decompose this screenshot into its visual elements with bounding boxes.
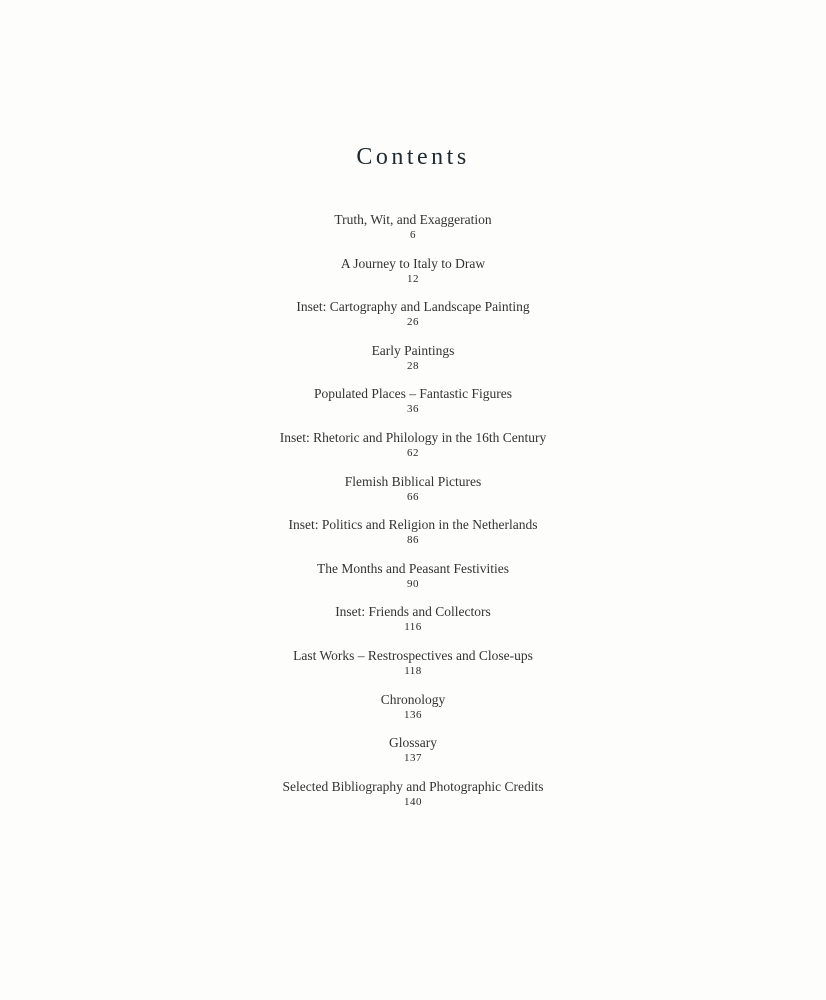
toc-entry-title: The Months and Peasant Festivities [317, 560, 509, 576]
toc-entry-title: Selected Bibliography and Photographic Credits [282, 778, 544, 794]
toc-entry [0, 603, 826, 647]
toc-entry-page-number: 62 [407, 446, 419, 459]
toc-entry-page-number: 118 [404, 664, 422, 677]
toc-entry-title: Truth, Wit, and Exaggeration [334, 212, 492, 227]
page-title: Contents [356, 144, 470, 170]
toc-entry [0, 560, 826, 604]
toc-entry [0, 516, 826, 560]
toc-entry-page-number: 12 [407, 272, 419, 285]
toc-entry [0, 211, 826, 255]
toc-entry-title: Inset: Rhetoric and Philology in the 16th Century [279, 429, 547, 445]
toc-entry [0, 342, 826, 386]
toc-entry [0, 255, 826, 299]
toc-entry-page-number: 26 [407, 316, 419, 329]
toc-entry [0, 734, 826, 778]
toc-entry-page-number: 90 [407, 577, 419, 590]
toc-entry [0, 473, 826, 517]
toc-entry-title: Inset: Politics and Religion in the Netherlands [288, 517, 538, 533]
toc-entry-title: A Journey to Italy to Draw [340, 255, 486, 271]
toc-entry-page-number: 36 [407, 403, 419, 416]
toc-entry-title: Flemish Biblical Pictures [344, 473, 482, 489]
toc-entry [0, 778, 826, 822]
toc-entry-title: Early Paintings [371, 342, 455, 358]
toc-entry-page-number: 86 [407, 534, 419, 547]
toc-entry-title: Populated Places – Fantastic Figures [314, 386, 512, 402]
toc-entry [0, 298, 826, 342]
toc-entry-page-number: 6 [410, 229, 416, 241]
toc-entry [0, 429, 826, 473]
toc-entry-page-number: 136 [404, 708, 422, 721]
toc-entry-page-number: 28 [407, 359, 419, 372]
toc-entry-page-number: 140 [404, 795, 422, 808]
toc-entry-title: Glossary [389, 735, 437, 751]
toc-entry [0, 647, 826, 691]
toc-entry-page-number: 116 [404, 621, 422, 634]
toc-entry-page-number: 66 [407, 490, 419, 503]
toc-entry-title: Inset: Friends and Collectors [335, 604, 491, 620]
toc-entry-page-number: 137 [404, 752, 422, 765]
toc-entry [0, 691, 826, 735]
table-of-contents [0, 211, 826, 821]
toc-entry-title: Inset: Cartography and Landscape Painting [296, 299, 530, 315]
toc-entry [0, 385, 826, 429]
toc-entry-title: Chronology [380, 691, 446, 707]
toc-entry-title: Last Works – Restrospectives and Close-ups [293, 647, 533, 663]
